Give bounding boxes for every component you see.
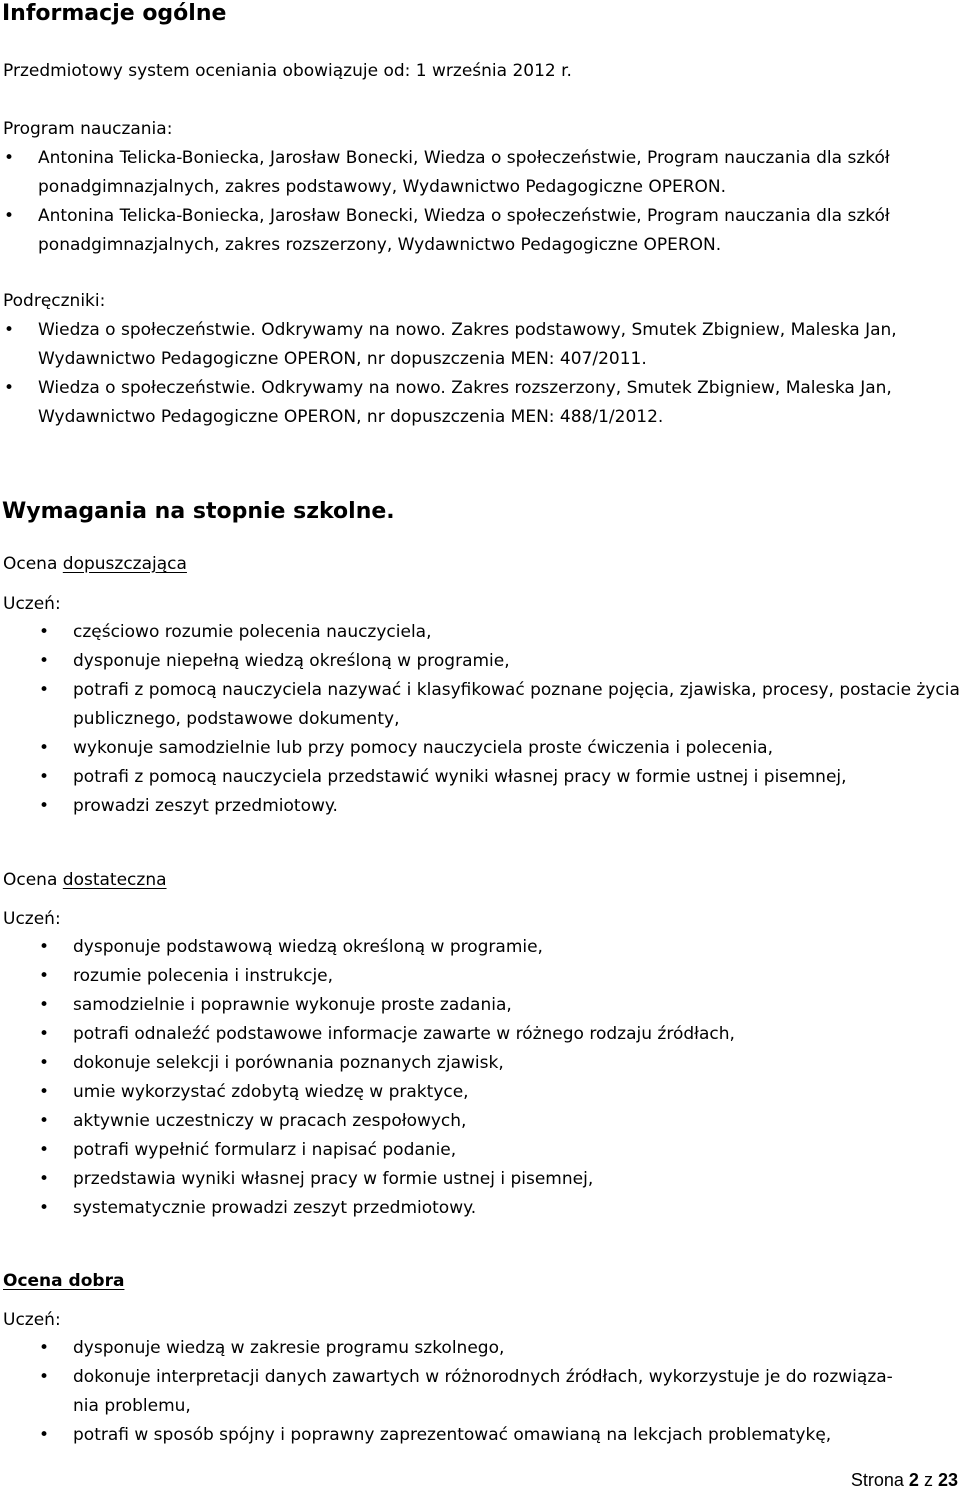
requirement-item <box>0 1165 960 1194</box>
requirement-item <box>0 647 960 676</box>
requirement-text: częściowo rozumie polecenia nauczyciela, <box>73 622 432 642</box>
student-label: Uczeń: <box>3 1310 61 1330</box>
bullet-icon: • <box>39 1169 50 1189</box>
bullet-icon: • <box>4 148 15 168</box>
bullet-icon: • <box>39 1082 50 1102</box>
requirement-text: rozumie polecenia i instrukcje, <box>73 966 334 986</box>
textbook-item-text: Wiedza o społeczeństwie. Odkrywamy na nowo. Zakres rozszerzony, Smutek Zbigniew, Maleska Jan, Wydawnictwo Pedagogiczne OPERON, nr dopuszczenia MEN: 488/1/2012. <box>38 378 892 427</box>
bullet-icon: • <box>4 206 15 226</box>
requirement-item <box>0 734 960 763</box>
requirement-text: prowadzi zeszyt przedmiotowy. <box>73 796 338 816</box>
bullet-icon: • <box>39 1198 50 1218</box>
textbooks-label: Podręczniki: <box>3 291 106 311</box>
page-footer <box>851 1468 958 1492</box>
bullet-icon: • <box>4 378 15 398</box>
bullet-icon: • <box>39 1367 50 1387</box>
bullet-icon: • <box>39 680 50 700</box>
bullet-icon: • <box>39 1111 50 1131</box>
requirement-item <box>0 991 960 1020</box>
requirement-text: dysponuje podstawową wiedzą określoną w programie, <box>73 937 543 957</box>
program-item <box>0 202 960 260</box>
textbook-item <box>0 374 960 432</box>
requirement-item <box>0 1334 960 1363</box>
requirement-text: systematycznie prowadzi zeszyt przedmiotowy. <box>73 1198 477 1218</box>
bullet-icon: • <box>4 320 15 340</box>
bullet-icon: • <box>39 796 50 816</box>
bullet-icon: • <box>39 622 50 642</box>
footer-total-pages: 23 <box>937 1470 958 1490</box>
requirement-item <box>0 676 960 734</box>
grade-heading-dopuszczajaca <box>3 550 187 578</box>
textbook-item <box>0 316 960 374</box>
requirement-item <box>0 1136 960 1165</box>
program-label: Program nauczania: <box>3 119 173 139</box>
textbook-item-text: Wiedza o społeczeństwie. Odkrywamy na nowo. Zakres podstawowy, Smutek Zbigniew, Maleska Jan, Wydawnictwo Pedagogiczne OPERON, nr dopuszczenia MEN: 407/2011. <box>38 320 897 369</box>
grade-prefix: Ocena <box>3 554 58 574</box>
bullet-icon: • <box>39 1140 50 1160</box>
program-item-text: Antonina Telicka-Boniecka, Jarosław Bonecki, Wiedza o społeczeństwie, Program nauczania dla szkół ponadgimnazjalnych, zakres podstawowy, Wydawnictwo Pedagogiczne OPERON. <box>38 148 890 197</box>
student-label: Uczeń: <box>3 594 61 614</box>
requirement-text: potrafi z pomocą nauczyciela nazywać i klasyfikować poznane pojęcia, zjawiska, procesy, postacie życia publicznego, podstawowe dokumenty, <box>73 680 960 729</box>
footer-of: z <box>923 1470 933 1490</box>
requirement-list-dobra <box>0 1334 960 1450</box>
grade-name: dopuszczająca <box>62 554 187 574</box>
requirement-text: umie wykorzystać zdobytą wiedzę w praktyce, <box>73 1082 469 1102</box>
program-item-text: Antonina Telicka-Boniecka, Jarosław Bonecki, Wiedza o społeczeństwie, Program nauczania dla szkół ponadgimnazjalnych, zakres rozszerzony, Wydawnictwo Pedagogiczne OPERON. <box>38 206 890 255</box>
requirement-item <box>0 933 960 962</box>
requirement-list-dopuszczajaca <box>0 618 960 821</box>
requirement-text: potrafi z pomocą nauczyciela przedstawić wyniki własnej pracy w formie ustnej i pisemnej, <box>73 767 847 787</box>
requirement-item <box>0 763 960 792</box>
bullet-icon: • <box>39 937 50 957</box>
grade-name: dostateczna <box>62 870 167 890</box>
requirement-item <box>0 1363 960 1392</box>
requirement-text: potrafi wypełnić formularz i napisać podanie, <box>73 1140 457 1160</box>
section-title-general: Informacje ogólne <box>2 1 227 26</box>
requirement-text: wykonuje samodzielnie lub przy pomocy nauczyciela proste ćwiczenia i polecenia, <box>73 738 773 758</box>
grade-heading-dobra <box>3 1267 124 1295</box>
requirement-text: dysponuje wiedzą w zakresie programu szkolnego, <box>73 1338 505 1358</box>
footer-page-number: 2 <box>908 1470 919 1490</box>
requirement-text: dysponuje niepełną wiedzą określoną w programie, <box>73 651 510 671</box>
student-label: Uczeń: <box>3 909 61 929</box>
bullet-icon: • <box>39 1338 50 1358</box>
requirement-item <box>0 618 960 647</box>
requirement-item <box>0 1107 960 1136</box>
requirement-item <box>0 1421 960 1450</box>
grade-prefix: Ocena <box>3 870 58 890</box>
bullet-icon: • <box>39 1024 50 1044</box>
requirement-item <box>0 962 960 991</box>
requirement-text: potrafi odnaleźć podstawowe informacje zawarte w różnego rodzaju źródłach, <box>73 1024 735 1044</box>
requirement-text: przedstawia wyniki własnej pracy w formie ustnej i pisemnej, <box>73 1169 594 1189</box>
bullet-icon: • <box>39 995 50 1015</box>
bullet-icon: • <box>39 1425 50 1445</box>
textbook-list <box>0 316 960 432</box>
requirement-item <box>0 1194 960 1223</box>
requirement-text: dokonuje interpretacji danych zawartych w różnorodnych źródłach, wykorzystuje je do rozwiąza- <box>73 1367 893 1387</box>
requirement-text: potrafi w sposób spójny i poprawny zaprezentować omawianą na lekcjach problematykę, <box>73 1425 832 1445</box>
requirement-list-dostateczna <box>0 933 960 1223</box>
requirement-text: dokonuje selekcji i porównania poznanych zjawisk, <box>73 1053 504 1073</box>
requirement-item <box>0 1020 960 1049</box>
requirement-text: samodzielnie i poprawnie wykonuje proste zadania, <box>73 995 512 1015</box>
requirement-item <box>0 1049 960 1078</box>
requirement-text: nia problemu, <box>73 1396 191 1416</box>
footer-label: Strona <box>850 1470 904 1490</box>
bullet-icon: • <box>39 966 50 986</box>
grade-heading-dostateczna <box>3 866 167 894</box>
requirement-item-continuation <box>0 1392 960 1421</box>
requirement-item <box>0 792 960 821</box>
bullet-icon: • <box>39 1053 50 1073</box>
requirement-item <box>0 1078 960 1107</box>
grade-name: Ocena dobra <box>3 1271 125 1291</box>
bullet-icon: • <box>39 767 50 787</box>
requirement-text: aktywnie uczestniczy w pracach zespołowych, <box>73 1111 467 1131</box>
effective-date-text: Przedmiotowy system oceniania obowiązuje od: 1 września 2012 r. <box>3 61 572 81</box>
program-item <box>0 144 960 202</box>
bullet-icon: • <box>39 738 50 758</box>
section-title-requirements: Wymagania na stopnie szkolne. <box>2 499 395 524</box>
program-list <box>0 144 960 260</box>
bullet-icon: • <box>39 651 50 671</box>
